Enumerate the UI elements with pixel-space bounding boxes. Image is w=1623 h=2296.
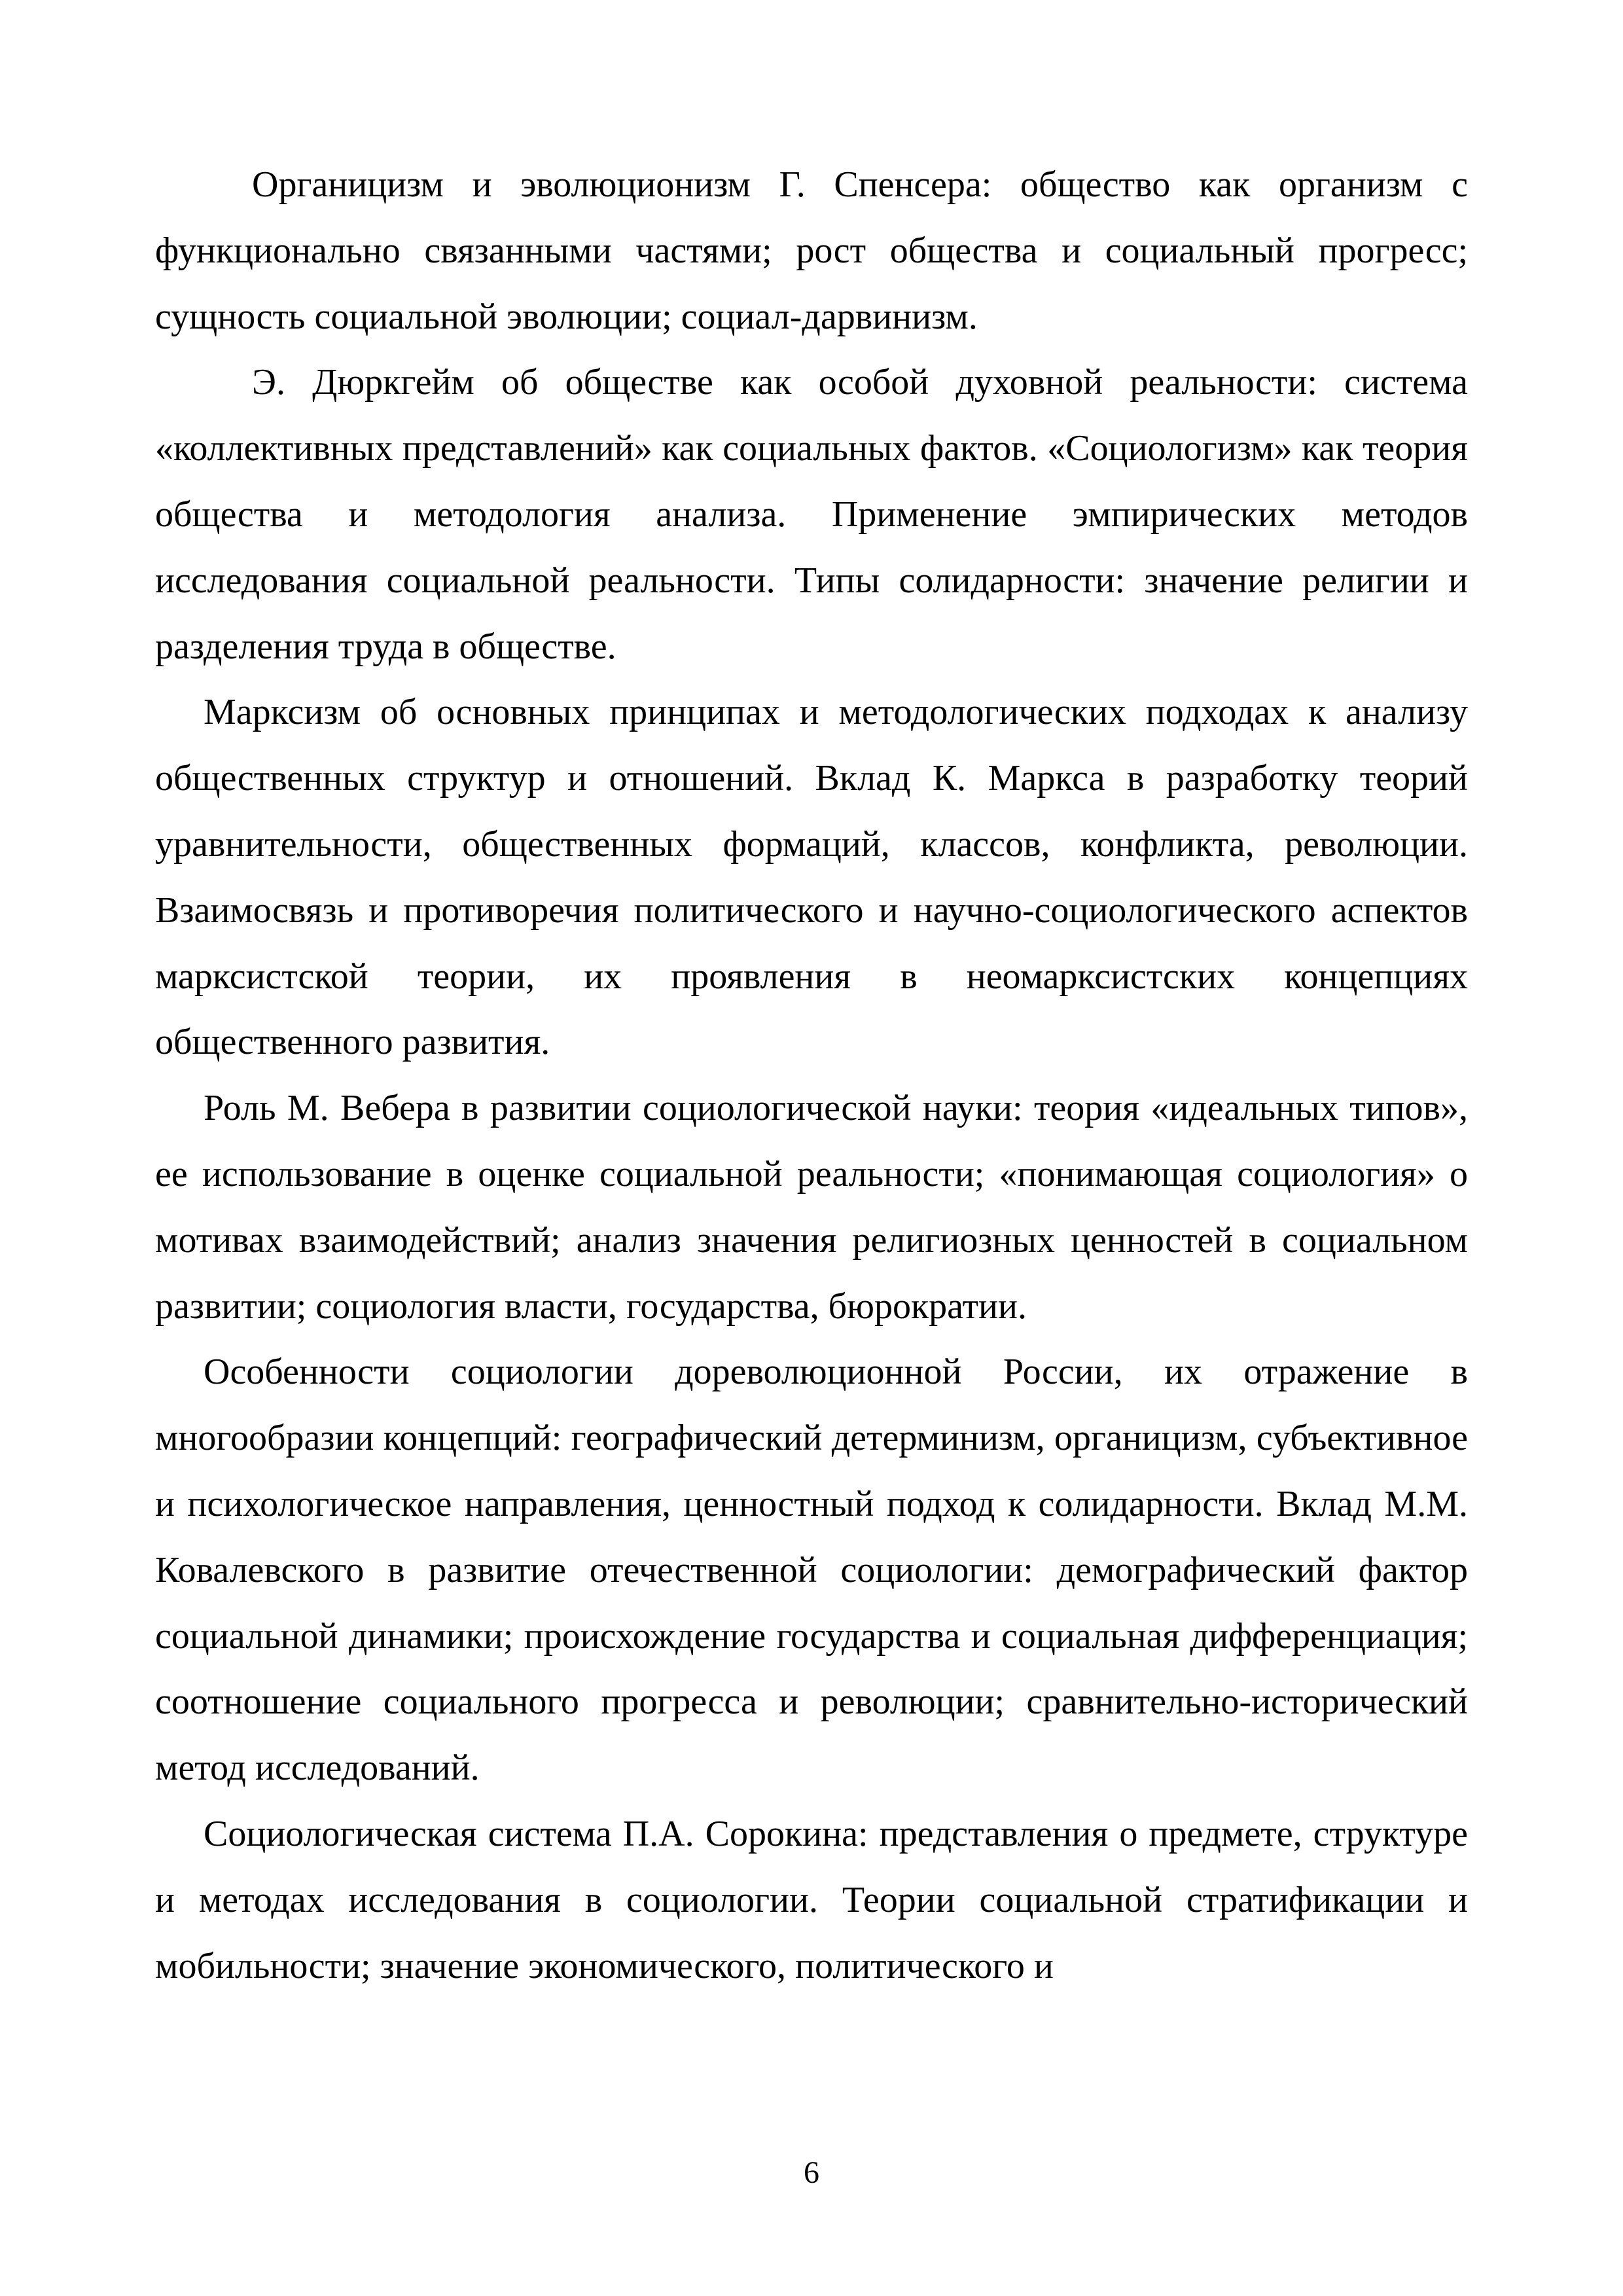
paragraph-spencer: Органицизм и эволюционизм Г. Спенсера: общество как организм с функционально связанными частями; рост общества и социальный прогресс; сущность социальной эволюции; социал-дарвинизм. [155, 164, 1468, 337]
document-body [155, 152, 1468, 1999]
paragraph-sorokin: Социологическая система П.А. Сорокина: представления о предмете, структуре и методах исследования в социологии. Теории социальной стратификации и мобильности; значение экономического, политического и [155, 1813, 1468, 1986]
paragraph-russian-sociology: Особенности социологии дореволюционной России, их отражение в многообразии концепций: географический детерминизм, органицизм, субъективное и психологическое направления, ценностный подход к солидарности. Вклад М.М. Ковалевского в развитие отечественной социологии: демографический фактор социальной динамики; происхождение государства и социальная дифференциация; соотношение социального прогресса и революции; сравнительно-исторический метод исследований. [155, 1352, 1468, 1789]
page-number: 6 [804, 2155, 819, 2190]
paragraph-weber: Роль М. Вебера в развитии социологической науки: теория «идеальных типов», ее использование в оценке социальной реальности; «понимающая социология» о мотивах взаимодействий; анализ значения религиозных ценностей в социальном развитии; социология власти, государства, бюрократии. [155, 1088, 1468, 1327]
paragraph-durkheim: Э. Дюркгейм об обществе как особой духовной реальности: система «коллективных представлений» как социальных фактов. «Социологизм» как теория общества и методология анализа. Применение эмпирических методов исследования социальной реальности. Типы солидарности: значение религии и разделения труда в обществе. [155, 362, 1468, 667]
paragraph-marxism: Марксизм об основных принципах и методологических подходах к анализу общественных структур и отношений. Вклад К. Маркса в разработку теорий уравнительности, общественных формаций, классов, конфликта, революции. Взаимосвязь и противоречия политического и научно-социологического аспектов марксистской теории, их проявления в неомарксистских концепциях общественного развития. [155, 692, 1468, 1063]
